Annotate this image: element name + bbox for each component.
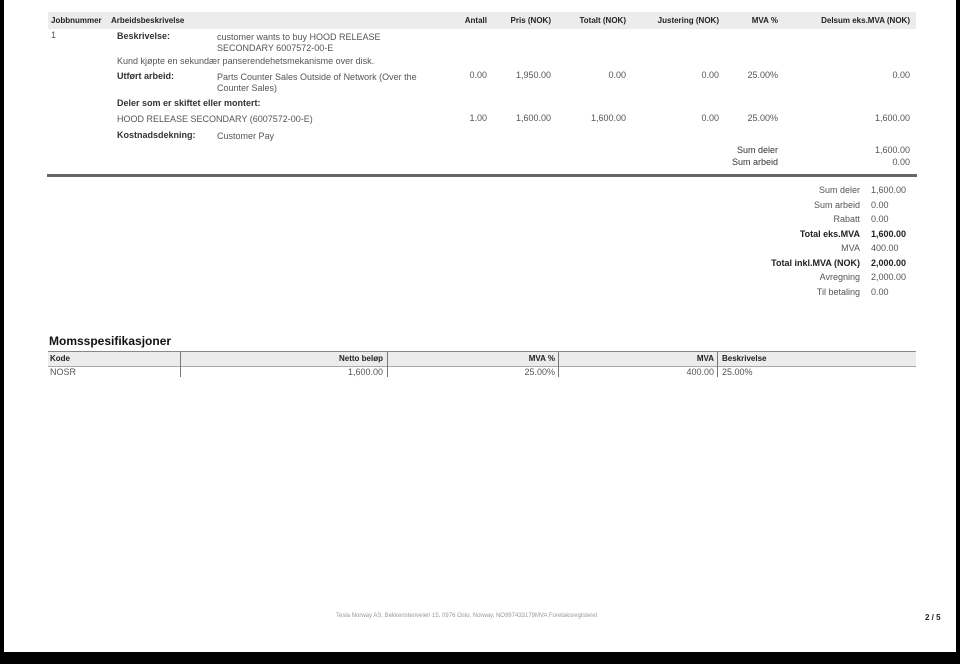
totals-value: 0.00 [871,287,889,297]
header-pris: Pris (NOK) [510,16,551,25]
deler-label: Deler som er skiftet eller montert: [117,98,261,108]
totals-value: 400.00 [871,243,899,253]
totals-label: MVA [841,243,860,253]
totals-label: Total eks.MVA [799,229,860,239]
section-divider [47,174,917,177]
vat-row-mva-pct: 25.00% [524,367,555,377]
job-sum-arbeid-value: 0.00 [892,157,910,167]
part-justering: 0.00 [701,113,719,123]
part-mva: 25.00% [747,113,778,123]
utfort-delsum: 0.00 [892,70,910,80]
totals-label: Sum deler [818,185,860,195]
utfort-pris: 1,950.00 [515,70,551,80]
vat-header-mva-pct: MVA % [528,354,555,363]
utfort-totalt: 0.00 [608,70,626,80]
totals-label: Total inkl.MVA (NOK) [771,258,860,268]
header-jobbnummer: Jobbnummer [51,16,102,25]
vat-row-mva: 400.00 [686,367,714,377]
page-number: 2 / 5 [925,613,941,622]
part-delsum: 1,600.00 [874,113,910,123]
header-antall: Antall [464,16,487,25]
part-name: HOOD RELEASE SECONDARY (6007572-00-E) [117,114,313,124]
vat-header-netto: Netto beløp [339,354,383,363]
beskrivelse-line1: customer wants to buy HOOD RELEASE [217,32,381,42]
utfort-line1: Parts Counter Sales Outside of Network (Over the [217,72,417,82]
utfort-mva: 25.00% [747,70,778,80]
company-footer: Tesla Norway AS, Bekkenstenveien 15, 0976 Oslo, Norway, NO997433179MVA Foretaksregisteret [336,613,598,619]
totals-label: Til betaling [816,287,860,297]
vat-row-netto: 1,600.00 [347,367,383,377]
vat-col-divider [558,352,559,377]
vat-col-divider [717,352,718,377]
job-note: Kund kjøpte en sekundær panserendehetsmekanisme over disk. [117,56,375,66]
totals-label: Rabatt [833,214,860,224]
part-totalt: 1,600.00 [590,113,626,123]
vat-spec-title: Momsspesifikasjoner [49,334,172,348]
header-arbeidsbeskrivelse: Arbeidsbeskrivelse [111,16,185,25]
job-sum-arbeid-label: Sum arbeid [731,157,778,167]
job-number: 1 [51,30,57,40]
vat-row-kode: NOSR [50,367,77,377]
vat-header-mva: MVA [696,354,714,363]
job-sum-deler-label: Sum deler [736,145,778,155]
invoice-page [4,0,956,652]
header-totalt: Totalt (NOK) [579,16,626,25]
kostnad-label: Kostnadsdekning: [117,130,196,140]
totals-value: 0.00 [871,200,889,210]
header-delsum: Delsum eks.MVA (NOK) [821,16,910,25]
vat-col-divider [180,352,181,377]
header-mva: MVA % [751,16,778,25]
job-sum-deler-value: 1,600.00 [874,145,910,155]
kostnad-value: Customer Pay [217,131,275,141]
utfort-line2: Counter Sales) [217,83,278,93]
totals-label: Sum arbeid [813,200,860,210]
part-antall: 1.00 [469,113,487,123]
beskrivelse-line2: SECONDARY 6007572-00-E [217,43,334,53]
totals-value: 1,600.00 [871,229,907,239]
header-justering: Justering (NOK) [657,16,719,25]
vat-header-beskrivelse: Beskrivelse [722,354,767,363]
totals-value: 1,600.00 [871,185,907,195]
vat-row-beskrivelse: 25.00% [722,367,753,377]
totals-value: 2,000.00 [871,272,907,282]
totals-label: Avregning [819,272,860,282]
vat-col-divider [387,352,388,377]
totals-value: 2,000.00 [871,258,907,268]
utfort-justering: 0.00 [701,70,719,80]
vat-header-kode: Kode [50,354,70,363]
utfort-antall: 0.00 [469,70,487,80]
part-pris: 1,600.00 [515,113,551,123]
beskrivelse-label: Beskrivelse: [117,31,171,41]
totals-value: 0.00 [871,214,889,224]
utfort-label: Utført arbeid: [117,71,174,81]
